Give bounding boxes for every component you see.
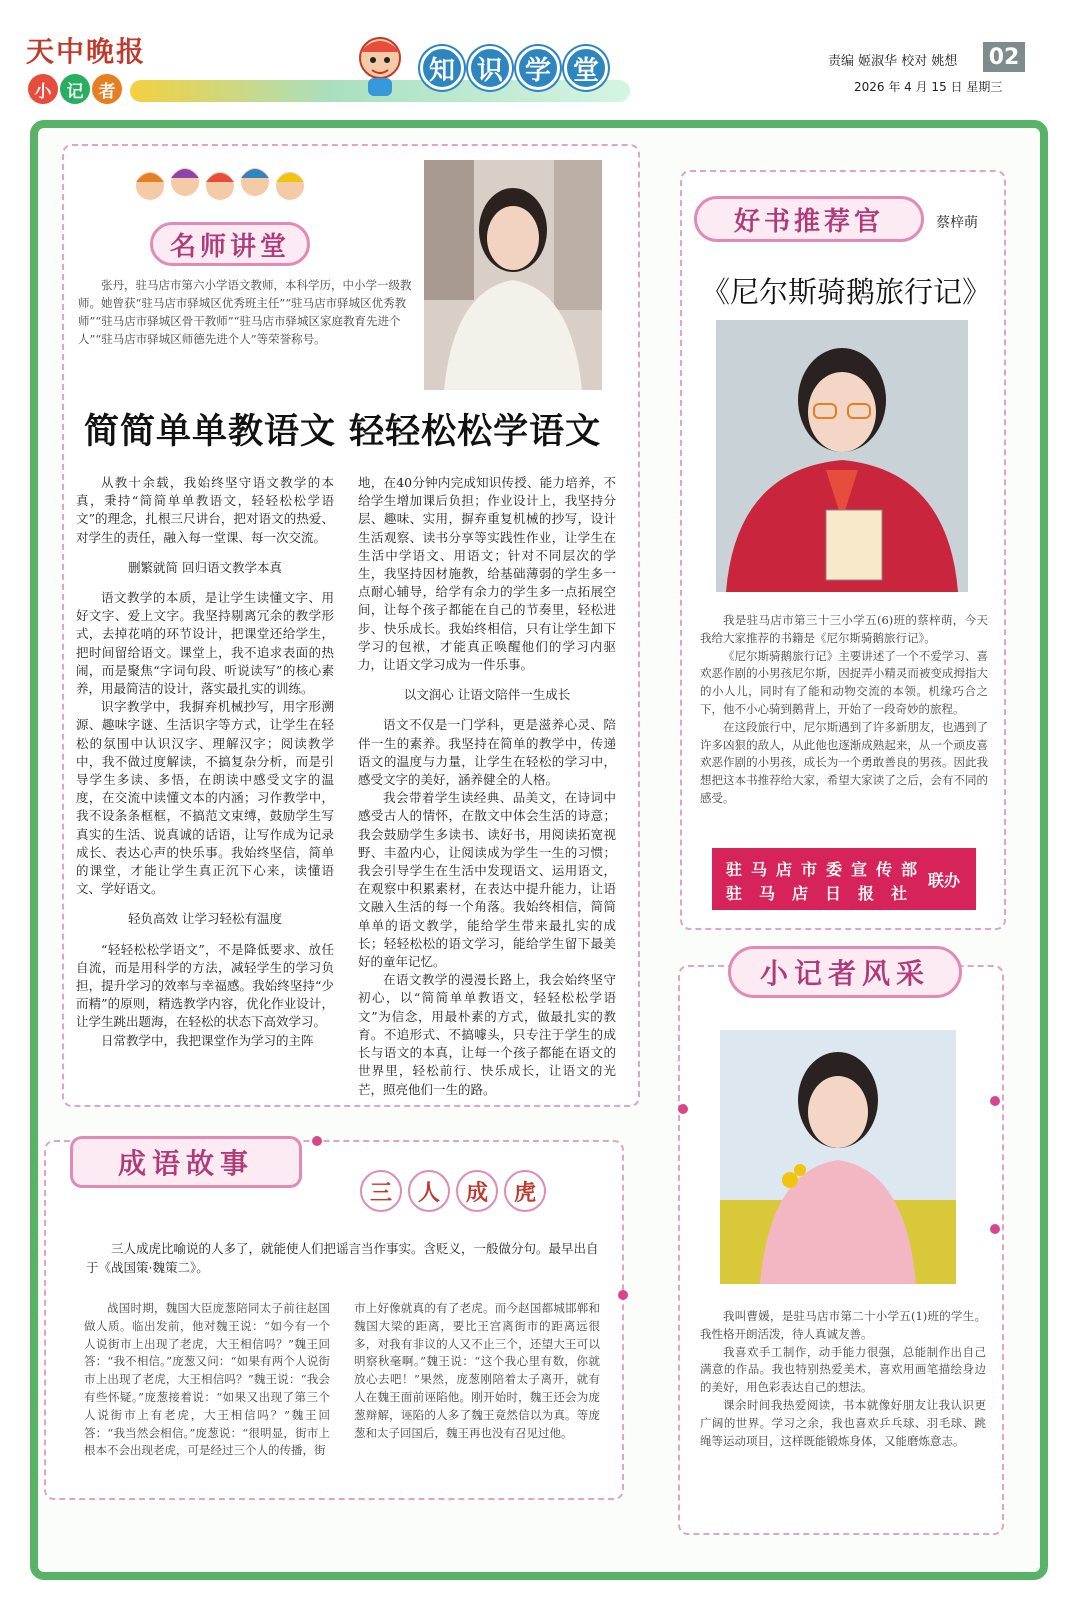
sub-char: 记 (60, 74, 90, 104)
idiom-char: 三 (360, 1170, 402, 1212)
book-text (700, 612, 988, 808)
paragraph: 我是驻马店市第三十三小学五(6)班的蔡梓萌，今天我给大家推荐的书籍是《尼尔斯骑鹅旅行记》。 (700, 613, 988, 645)
sponsor-line: 驻马店市委宣传部 (726, 860, 927, 879)
idiom-column-2 (354, 1300, 600, 1442)
idiom-char: 成 (456, 1170, 498, 1212)
decor-dot (990, 1224, 1000, 1234)
decor-dot (990, 1096, 1000, 1106)
book-title: 《尼尔斯骑鹅旅行记》 (700, 275, 991, 309)
recommender-photo (716, 320, 968, 592)
article-column-2 (358, 474, 616, 1099)
idiom-char: 虎 (504, 1170, 546, 1212)
masthead-sub (28, 74, 122, 104)
reporter-text (700, 1308, 986, 1450)
sub-char: 小 (28, 74, 58, 104)
paragraph: 语文不仅是一门学科，更是滋养心灵、陪伴一生的素养。我坚持在简单的教学中，传递语文的温度与力量，让学生在轻松的学习中，感受文字的美好，涵养健全的人格。 (358, 717, 616, 788)
reporter-banner: 小记者风采 (728, 946, 962, 998)
teacher-banner: 名师讲堂 (150, 222, 310, 266)
children-illustration-icon (130, 156, 330, 208)
reporter-photo (720, 1030, 956, 1284)
paragraph: 我会带着学生读经典、品美文，在诗词中感受古人的情怀，在散文中体会生活的诗意；我会鼓励学生多读书、读好书，用阅读拓宽视野、丰盈内心，让阅读成为学生一生的习惯；我会引导学生在生活中发现语文、运用语文，在观察中积累素材，在表达中提升能力，让语文融入生活的每一个角落。我始终相信，简简单单的语文教学，能给学生带来最扎实的成长；轻轻松松的语文学习，能给学生留下最美好的童年记忆。 (358, 790, 616, 970)
subheading: 删繁就简 回归语文教学本真 (128, 559, 282, 575)
teacher-photo (424, 160, 602, 390)
article-title: 简简单单教语文 轻轻松松学语文 (84, 412, 602, 452)
paragraph: 在语文教学的漫漫长路上，我会始终坚守初心，以“简简单单教语文，轻轻松松学语文”为信念，用最朴素的方式，做最扎实的教育。不追形式、不搞噱头，只专注于学生的成长与语文的本真，让每一个孩子都能在语文的世界里，轻松前行、快乐成长，让语文的光芒，照亮他们一生的路。 (358, 972, 616, 1097)
paragraph: 从教十余载，我始终坚守语文教学的本真，秉持“简简单单教语文，轻轻松松学语文”的理念，扎根三尺讲台，把对语文的热爱、对学生的责任，融入每一堂课、每一次交流。 (76, 475, 334, 545)
paragraph: 我叫曹媛，是驻马店市第二十小学五(1)班的学生。我性格开朗活泼，待人真诚友善。 (700, 1309, 986, 1341)
section-char: 识 (468, 46, 512, 90)
paragraph: 市上好像就真的有了老虎。而今赵国都城邯郸和魏国大梁的距离，要比王宫离街市的距离远很多，对我有非议的人又不止三个，还望大王可以明察秋毫啊。”魏王说：“这个我心里有数，你就放心去吧！”果然，庞葱刚陪着太子离开，就有人在魏王面前诬陷他。刚开始时，魏王还会为庞葱辩解，诬陷的人多了魏王竟然信以为真。等庞葱和太子回国后，魏王再也没有召见过他。 (354, 1301, 600, 1440)
paragraph: 地，在40分钟内完成知识传授、能力培养，不给学生增加课后负担；作业设计上，我坚持分层、趣味、实用，摒弃重复机械的抄写，设计生活观察、读书分享等实践性作业，让学生在生活中学语文、用语文；针对不同层次的学生，我坚持因材施教，给基础薄弱的学生多一点耐心辅导，给学有余力的学生多一点拓展空间，让每个孩子都能在自己的节奏里，轻松进步、快乐成长。我始终相信，只有让学生卸下学习的包袱，才能真正唤醒他们的学习内驱力，让语文学习成为一件乐事。 (358, 475, 616, 673)
idiom-title (360, 1170, 546, 1212)
section-char: 学 (516, 46, 560, 90)
subheading: 轻负高效 让学习轻松有温度 (128, 911, 282, 927)
paragraph: “轻轻松松学语文”，不是降低要求、放任自流，而是用科学的方法，减轻学生的学习负担，提升学习的效率与幸福感。我始终坚持“少而精”的原则，精选教学内容，优化作业设计，让学生跳出题海，在轻松的状态下高效学习。 (76, 941, 334, 1030)
editor-credits: 责编 姬淑华 校对 姚想 (828, 54, 958, 69)
idiom-column-1 (84, 1300, 330, 1460)
teacher-bio: 张丹，驻马店市第六小学语文教师，本科学历，中小学一级教师。她曾获“驻马店市驿城区优秀班主任”“驻马店市驿城区优秀教师”“驻马店市驿城区骨干教师”“驻马店市驿城区家庭教育先进个人”“驻马店市驿城区师德先进个人”等荣誉称号。 (78, 278, 412, 346)
section-char: 知 (420, 46, 464, 90)
newspaper-name: 天中晚报 (26, 35, 147, 68)
paragraph: 识字教学中，我摒弃机械抄写，用字形溯源、趣味字谜、生活识字等方式，让学生在轻松的氛围中认识汉字、理解汉字；阅读教学中，我不做过度解读，不搞复杂分析，而是引导学生多读、多悟，在朗读中感受文字的温度，在交流中读懂文本的内涵；习作教学中，我不设条条框框，不搞范文束缚，鼓励学生写真实的生活、说真诚的话语，让写作成为记录成长、表达心声的快乐事。我始终坚信，简单的课堂，才能让学生真正沉下心来，读懂语文、学好语文。 (76, 699, 334, 897)
sponsor-label: 联办 (928, 871, 961, 890)
sponsor-box (712, 848, 976, 910)
section-title (420, 46, 608, 90)
decor-dot (618, 1290, 628, 1300)
decor-dot (312, 1136, 322, 1146)
page-number: 02 (983, 42, 1025, 72)
subheading: 以文润心 让语文陪伴一生成长 (403, 687, 571, 703)
article-column-1 (76, 474, 334, 1050)
idiom-intro: 三人成虎比喻说的人多了，就能使人们把谣言当作事实。含贬义，一般做分句。最早出自于《战国策·魏策二》。 (86, 1241, 599, 1275)
paragraph: 日常教学中，我把课堂作为学习的主阵 (101, 1032, 314, 1048)
masthead-logo (26, 30, 176, 78)
book-banner: 好书推荐官 (694, 196, 924, 242)
issue-date: 2026 年 4 月 15 日 星期三 (854, 80, 1003, 94)
sub-char: 者 (92, 74, 122, 104)
decor-dot (678, 1104, 688, 1114)
idiom-banner: 成语故事 (70, 1136, 302, 1188)
mascot-icon (350, 30, 410, 100)
paragraph: 我喜欢手工制作，动手能力很强，总能制作出自己满意的作品。我也特别热爱美术，喜欢用画笔描绘身边的美好，用色彩表达自己的想法。 (700, 1344, 986, 1395)
paragraph: 在这段旅行中，尼尔斯遇到了许多新朋友，也遇到了许多凶狠的敌人，从此他也逐渐成熟起来，从一个顽皮喜欢恶作剧的小男孩，成长为一个勇敢善良的男孩。因此我想把这本书推荐给大家，希望大家读了之后，会有不同的感受。 (700, 719, 988, 805)
paragraph: 课余时间我热爱阅读，书本就像好朋友让我认识更广阔的世界。学习之余，我也喜欢乒乓球、羽毛球、跳绳等运动项目，这样既能锻炼身体，又能磨炼意志。 (700, 1397, 986, 1448)
book-recommender: 蔡梓萌 (936, 215, 978, 231)
idiom-char: 人 (408, 1170, 450, 1212)
paragraph: 《尼尔斯骑鹅旅行记》主要讲述了一个不爱学习、喜欢恶作剧的小男孩尼尔斯，因捉弄小精灵而被变成拇指大的小人儿，同时有了能和动物交流的本领。机缘巧合之下，他不小心骑到鹅背上，开始了一段奇妙的旅程。 (700, 648, 988, 716)
paragraph: 语文教学的本质，是让学生读懂文字、用好文字、爱上文字。我坚持剔离冗余的教学形式，去掉花哨的环节设计，把课堂还给学生，把时间留给语文。课堂上，我不追求表面的热闹，而是聚焦“字词句段、听说读写”的核心素养，用最简洁的设计，落实最扎实的训练。 (76, 590, 334, 697)
sponsor-line: 驻马店日报社 (726, 884, 925, 903)
section-char: 堂 (564, 46, 608, 90)
paragraph: 战国时期，魏国大臣庞葱陪同太子前往赵国做人质。临出发前，他对魏王说：“如今有一个人说街市上出现了老虎，大王相信吗？”魏王回答：“我不相信。”庞葱又问：“如果有两个人说街市上出现了老虎，大王相信吗？”魏王说：“我会有些怀疑。”庞葱接着说：“如果又出现了第三个人说街市上有老虎，大王相信吗？”魏王回答：“我当然会相信。”庞葱说：“很明显，街市上根本不会出现老虎，可是经过三个人的传播，街 (84, 1301, 330, 1458)
